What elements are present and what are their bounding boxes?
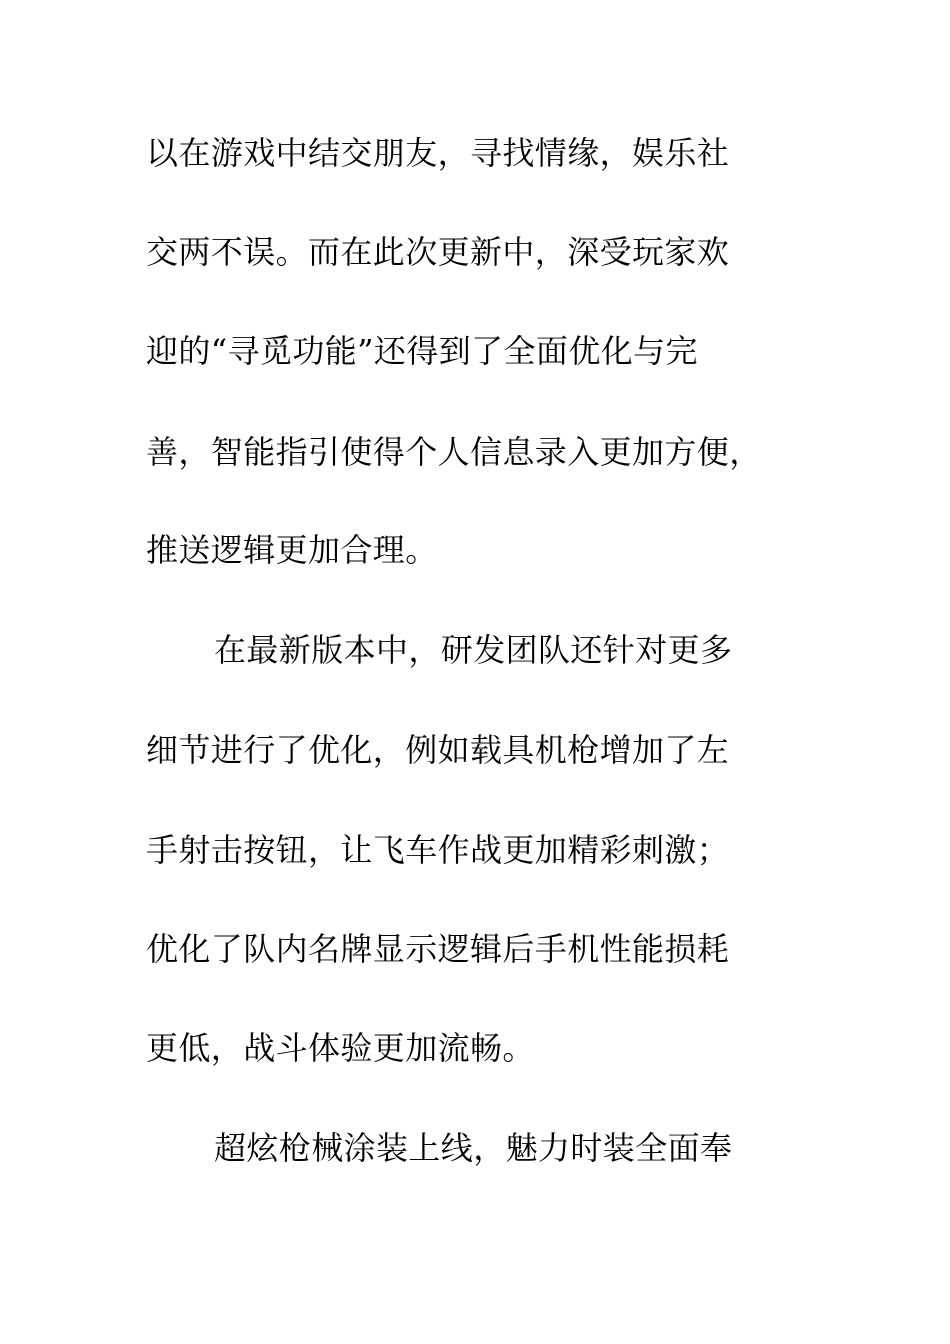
paragraph-start-line: 在最新版本中，研发团队还针对更多 <box>214 631 733 669</box>
text-line: 交两不误。而在此次更新中，深受玩家欢 <box>146 233 730 271</box>
text-line: 推送逻辑更加合理。 <box>146 531 438 569</box>
text-line: 优化了队内名牌显示逻辑后手机性能损耗 <box>146 930 730 968</box>
text-line: 善，智能指引使得个人信息录入更加方便， <box>146 433 762 471</box>
text-line: 迎的“寻觅功能”还得到了全面优化与完 <box>146 332 698 370</box>
text-line: 更低，战斗体验更加流畅。 <box>146 1029 535 1067</box>
paragraph-start-line: 超炫枪械涂装上线，魅力时装全面奉 <box>214 1129 733 1167</box>
text-line: 手射击按钮，让飞车作战更加精彩刺激； <box>146 831 730 869</box>
text-line: 细节进行了优化，例如载具机枪增加了左 <box>146 731 730 769</box>
text-line: 以在游戏中结交朋友，寻找情缘，娱乐社 <box>146 134 730 172</box>
